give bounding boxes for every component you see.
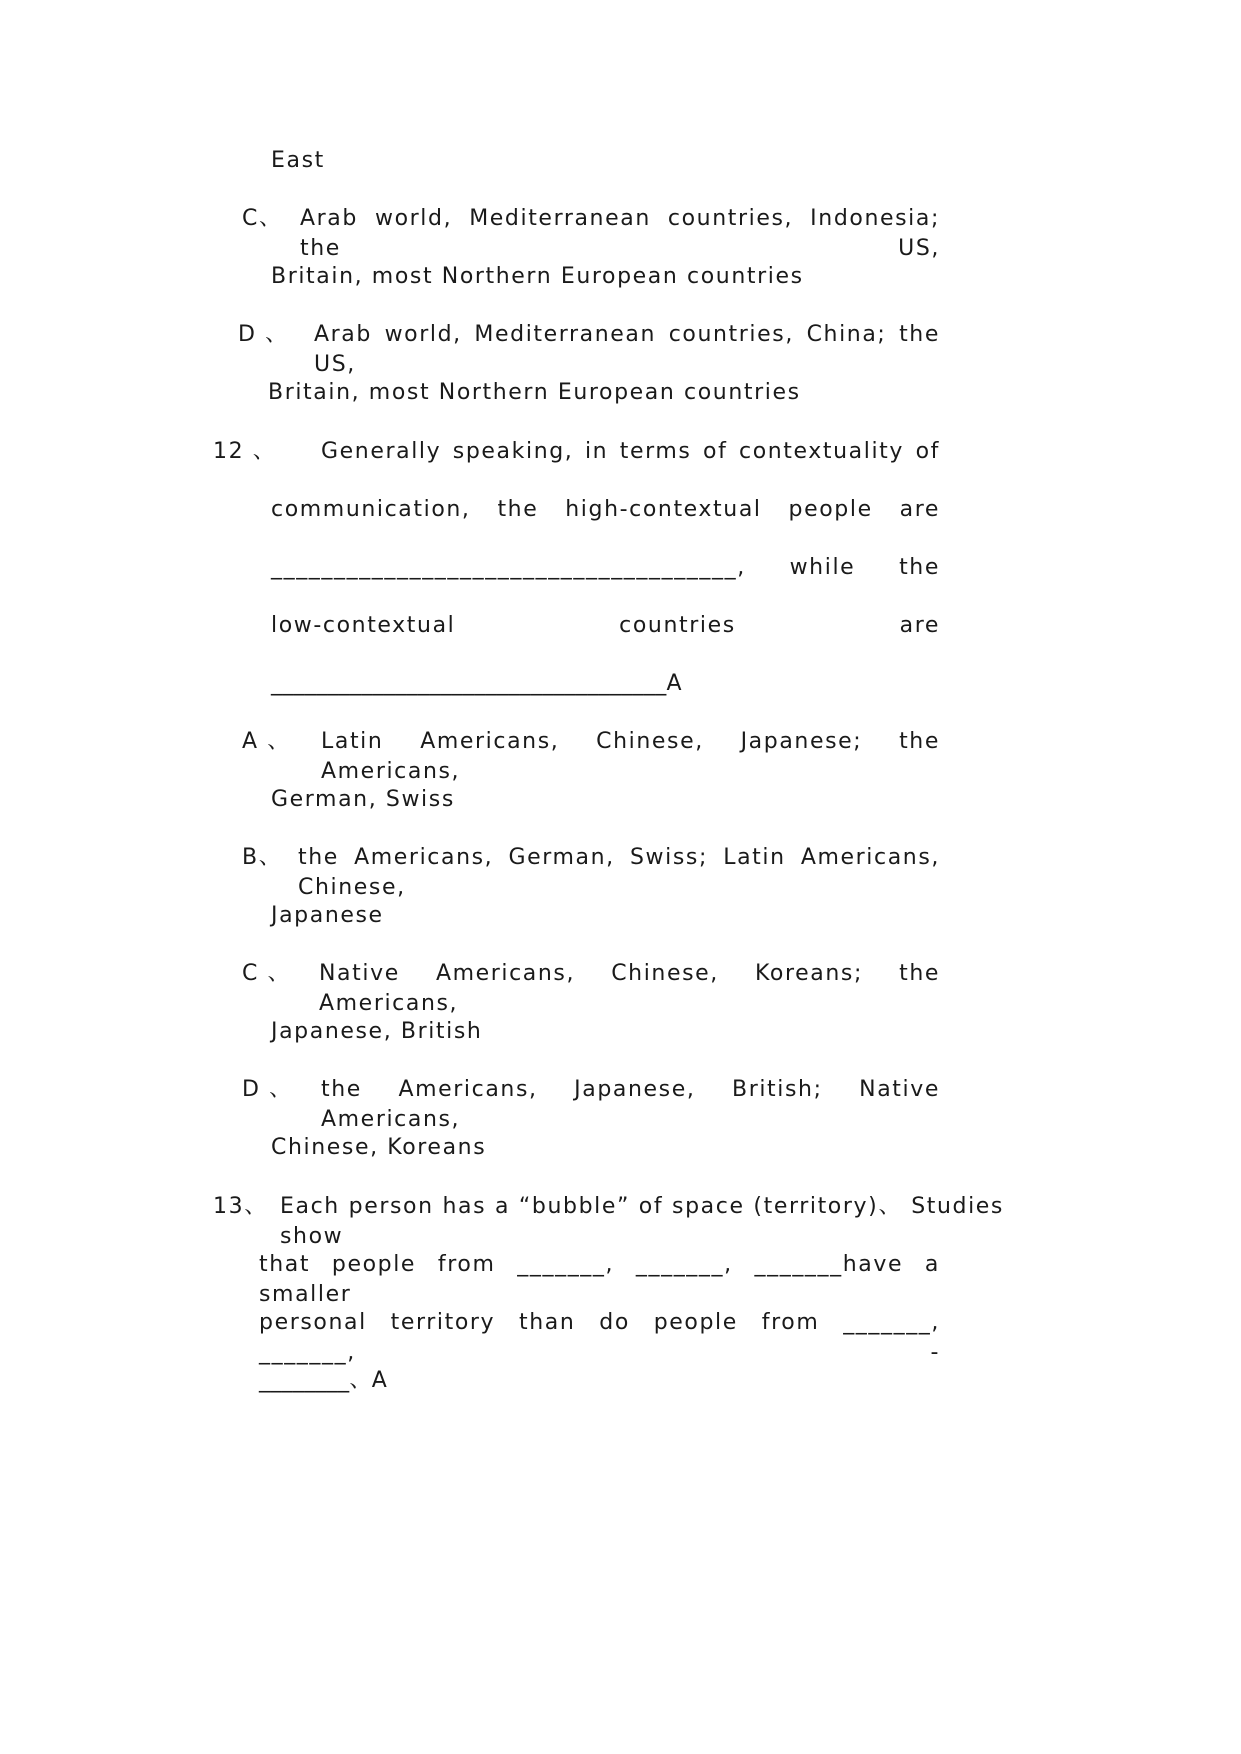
q12-option-a-line1: Latin Americans, Chinese, Japanese; the Americans, (321, 729, 940, 784)
q12-line1: Generally speaking, in terms of contextuality of (321, 439, 940, 464)
q11-tail-text: East (271, 148, 325, 173)
q12-option-c-line2: Japanese, British (271, 1019, 483, 1044)
q12-line5-blank-answer: ___________________________________A (271, 671, 682, 696)
q11-option-d-line1: Arab world, Mediterranean countries, China; the US, (314, 322, 940, 377)
q12-number: 12 、 (213, 439, 277, 464)
q12-option-c-label: C 、 (242, 961, 292, 986)
q12-option-b-line2: Japanese (271, 903, 384, 928)
q12-option-d-line1: the Americans, Japanese, British; Native Americans, (321, 1077, 940, 1132)
q13-line1: Each person has a “bubble” of space (territory)、 Studies show (280, 1194, 1004, 1249)
q11-option-c-line2: Britain, most Northern European countries (271, 264, 804, 289)
q12-option-b-label: B、 (242, 845, 283, 870)
q13-line2: that people from _______, _______, _______have a smaller (259, 1252, 940, 1307)
q12-line4: low-contextual countries are (271, 613, 940, 638)
q12-line2: communication, the high-contextual people are (271, 497, 940, 522)
q13-number: 13、 (213, 1194, 268, 1219)
q12-option-a-line2: German, Swiss (271, 787, 455, 812)
q12-option-a-label: A 、 (242, 729, 291, 754)
q11-option-c-label: C、 (242, 206, 283, 231)
q12-option-b-line1: the Americans, German, Swiss; Latin Americans, Chinese, (298, 845, 940, 900)
q12-option-c-line1: Native Americans, Chinese, Koreans; the Americans, (319, 961, 940, 1016)
q11-option-d-label: D 、 (238, 322, 289, 347)
q13-line4-blank-answer: ________、A (259, 1368, 388, 1393)
q11-option-d-line2: Britain, most Northern European countries (268, 380, 801, 405)
q12-option-d-label: D 、 (242, 1077, 293, 1102)
q13-line3: personal territory than do people from _______, _______, - (259, 1310, 940, 1365)
q12-line3-blank: _____________________________________, while the (271, 555, 940, 580)
q12-option-d-line2: Chinese, Koreans (271, 1135, 487, 1160)
q11-option-c-line1: Arab world, Mediterranean countries, Indonesia; the US, (300, 206, 940, 261)
